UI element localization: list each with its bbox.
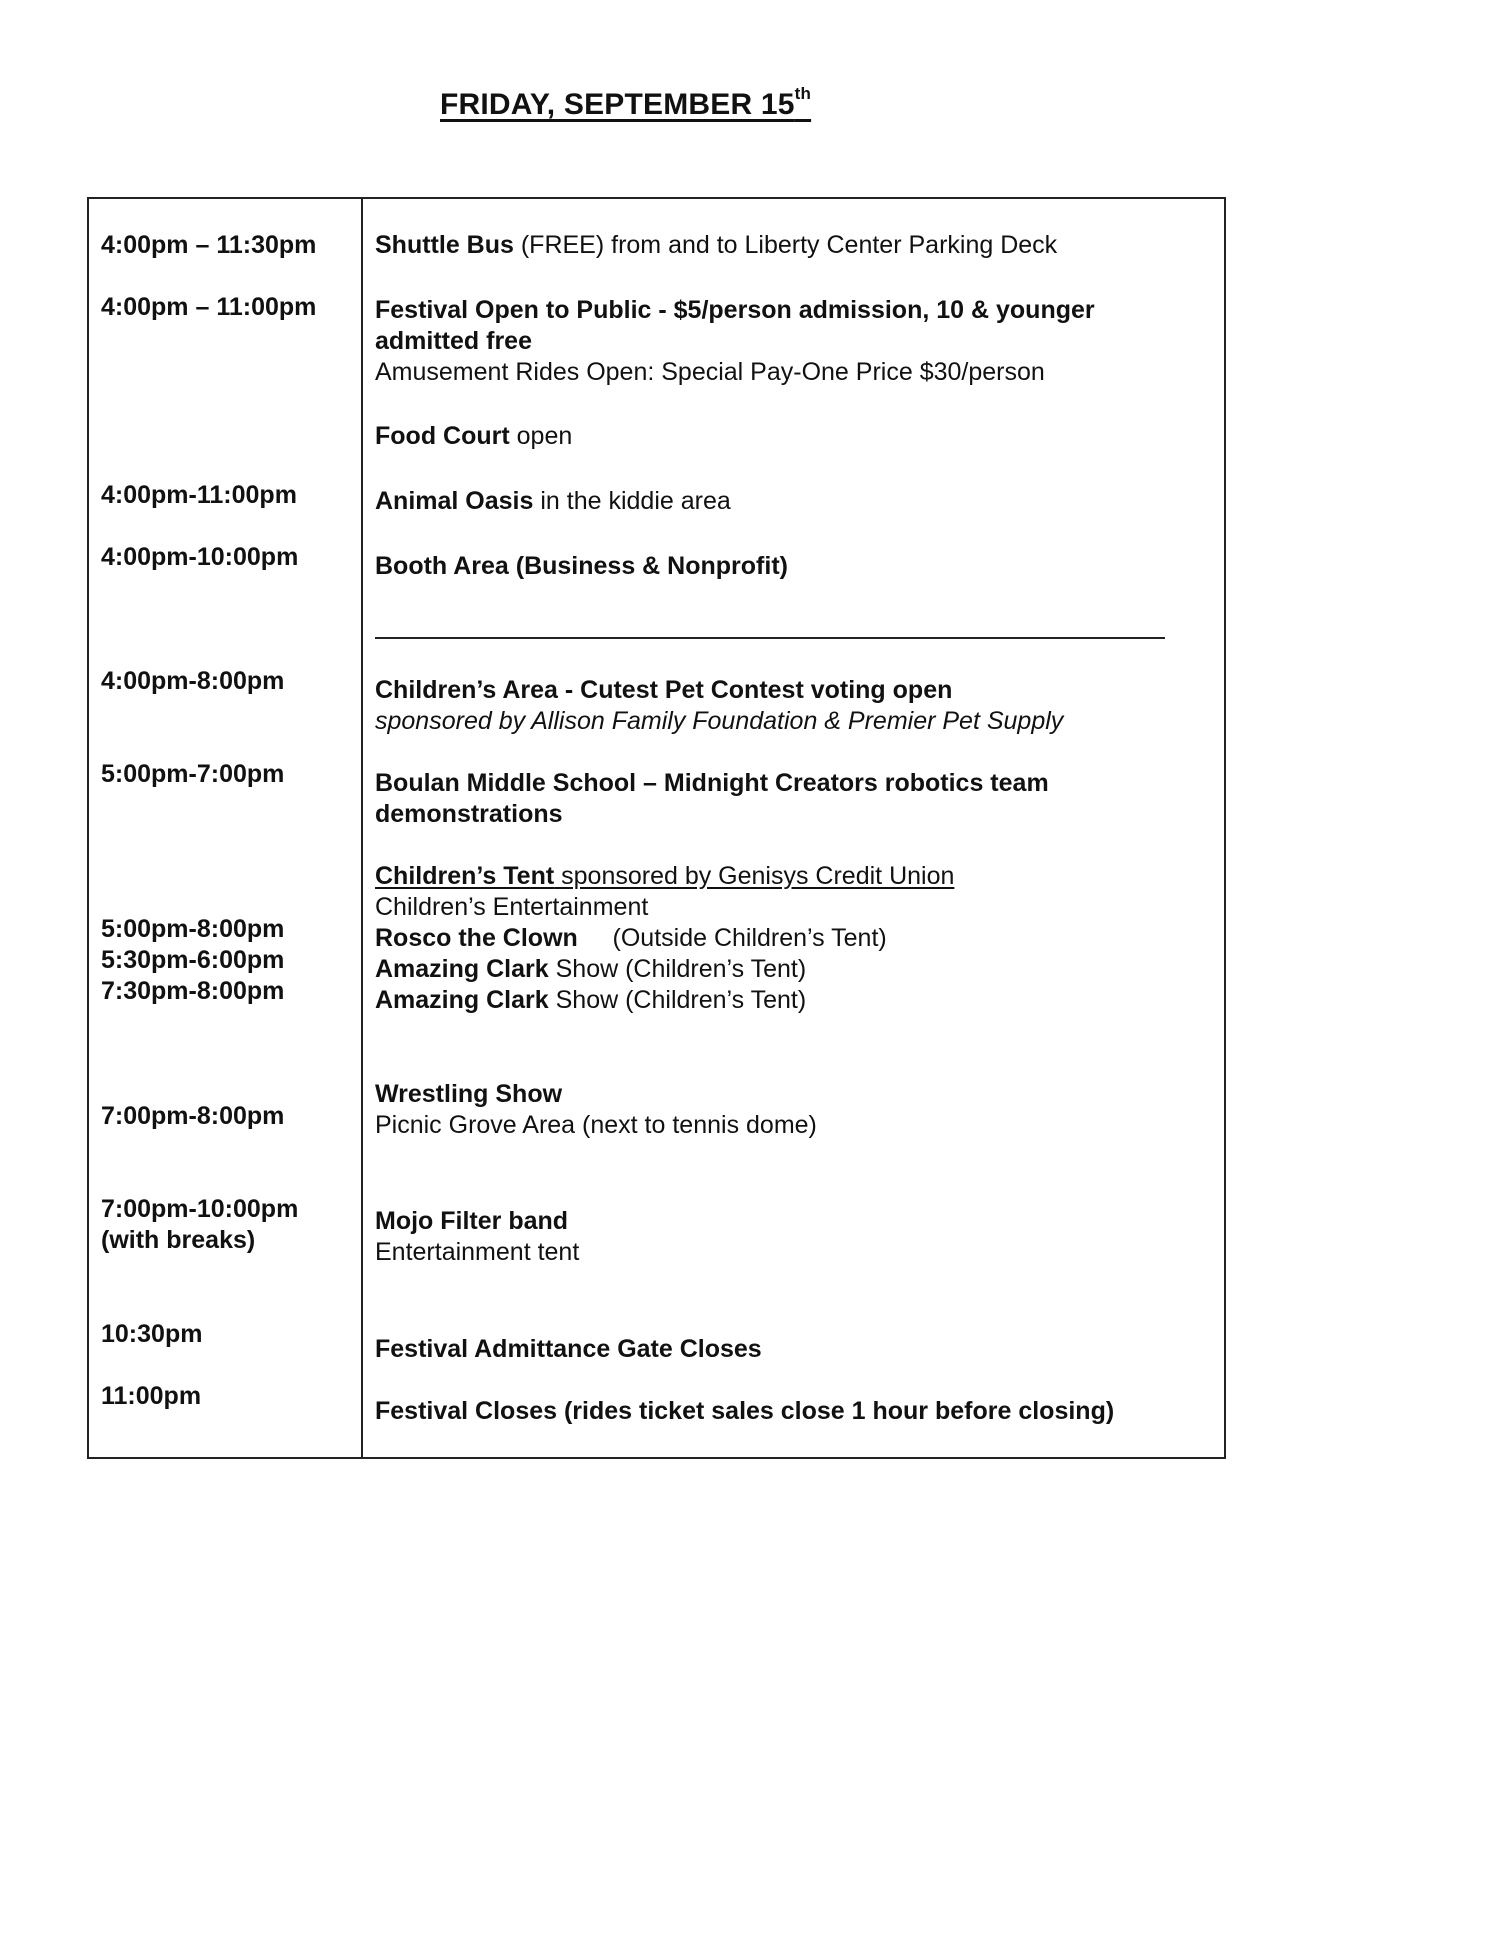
event-food-court-name: Food Court xyxy=(375,422,510,450)
event-clark-2-location: Show (Children’s Tent) xyxy=(548,986,807,1014)
event-rosco-location: (Outside Children’s Tent) xyxy=(577,924,887,952)
time-rosco: 5:00pm-8:00pm xyxy=(101,915,285,943)
time-festival-open: 4:00pm – 11:00pm xyxy=(101,293,317,321)
event-shuttle-detail: (FREE) from and to Liberty Center Parking Deck xyxy=(513,231,1058,259)
event-children-tent-name: Children’s Tent xyxy=(375,862,555,890)
event-animal-oasis xyxy=(375,486,731,517)
event-children-tent xyxy=(375,861,954,892)
event-festival-open-line1: Festival Open to Public - $5/person admission, 10 & younger xyxy=(375,296,1095,324)
event-clark-1 xyxy=(375,954,806,985)
page-title-ordinal: th xyxy=(794,84,812,103)
time-mojo: 7:00pm-10:00pm xyxy=(101,1195,299,1223)
event-clark-1-location: Show (Children’s Tent) xyxy=(548,955,807,983)
event-food-court xyxy=(375,421,572,452)
event-rides: Amusement Rides Open: Special Pay-One Price $30/person xyxy=(375,358,1045,386)
page-title-text: FRIDAY, SEPTEMBER 15 xyxy=(440,88,795,121)
event-rosco-name: Rosco the Clown xyxy=(375,924,578,952)
event-children-tent-sponsor: sponsored by Genisys Credit Union xyxy=(554,862,955,890)
section-divider xyxy=(375,637,1165,639)
time-shuttle: 4:00pm – 11:30pm xyxy=(101,231,317,259)
event-clark-1-name: Amazing Clark xyxy=(375,955,549,983)
column-divider xyxy=(361,197,363,1459)
event-robotics-line1: Boulan Middle School – Midnight Creators robotics team xyxy=(375,769,1049,797)
time-gate-closes: 10:30pm xyxy=(101,1320,203,1348)
event-shuttle-name: Shuttle Bus xyxy=(375,231,514,259)
event-festival-open-line2: admitted free xyxy=(375,327,532,355)
page-title xyxy=(440,84,812,122)
event-food-court-detail: open xyxy=(509,422,573,450)
event-children-entertainment: Children’s Entertainment xyxy=(375,893,649,921)
time-pet-contest: 4:00pm-8:00pm xyxy=(101,667,285,695)
time-festival-closes: 11:00pm xyxy=(101,1382,202,1410)
time-robotics: 5:00pm-7:00pm xyxy=(101,760,285,788)
time-clark-2: 7:30pm-8:00pm xyxy=(101,977,285,1005)
event-booth-area: Booth Area (Business & Nonprofit) xyxy=(375,552,788,580)
event-festival-closes: Festival Closes (rides ticket sales close 1 hour before closing) xyxy=(375,1397,1115,1425)
event-pet-sponsor: sponsored by Allison Family Foundation & Premier Pet Supply xyxy=(375,707,1064,735)
event-gate-closes: Festival Admittance Gate Closes xyxy=(375,1335,762,1363)
event-robotics-line2: demonstrations xyxy=(375,800,563,828)
time-animal-oasis: 4:00pm-11:00pm xyxy=(101,481,297,509)
event-pet-contest: Children’s Area - Cutest Pet Contest voting open xyxy=(375,676,953,704)
event-shuttle xyxy=(375,230,1057,261)
event-wrestling-location: Picnic Grove Area (next to tennis dome) xyxy=(375,1111,817,1139)
time-clark-1: 5:30pm-6:00pm xyxy=(101,946,285,974)
event-clark-2-name: Amazing Clark xyxy=(375,986,549,1014)
event-mojo-location: Entertainment tent xyxy=(375,1238,580,1266)
event-wrestling: Wrestling Show xyxy=(375,1080,563,1108)
time-mojo-note: (with breaks) xyxy=(101,1226,256,1254)
event-rosco xyxy=(375,923,887,954)
event-clark-2 xyxy=(375,985,806,1016)
time-booth-area: 4:00pm-10:00pm xyxy=(101,543,299,571)
time-wrestling: 7:00pm-8:00pm xyxy=(101,1102,285,1130)
event-animal-oasis-name: Animal Oasis xyxy=(375,487,534,515)
event-mojo: Mojo Filter band xyxy=(375,1207,569,1235)
event-animal-oasis-detail: in the kiddie area xyxy=(533,487,731,515)
